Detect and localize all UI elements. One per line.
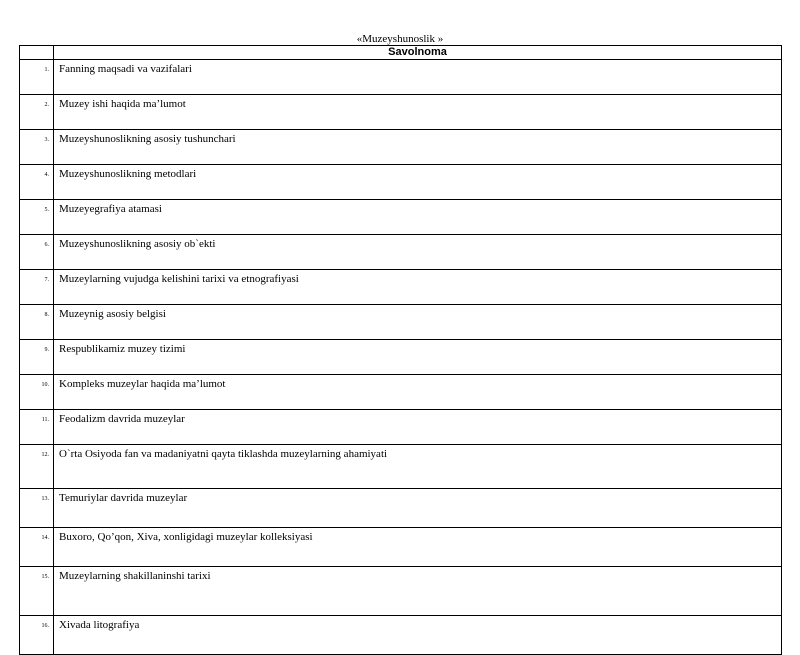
row-number: 1. — [20, 60, 54, 95]
row-number: 6. — [20, 235, 54, 270]
question-text: Muzeyegrafiya atamasi — [54, 200, 782, 235]
table-row — [20, 410, 782, 445]
question-text: Muzeyshunoslikning metodlari — [54, 165, 782, 200]
row-number: 16. — [20, 616, 54, 655]
table-row — [20, 445, 782, 489]
question-text: Xivada litografiya — [54, 616, 782, 655]
row-number: 10. — [20, 375, 54, 410]
table-header: Savolnoma — [54, 46, 782, 60]
question-text: Respublikamiz muzey tizimi — [54, 340, 782, 375]
table-row — [20, 340, 782, 375]
question-text: Muzeyshunoslikning asosiy ob`ekti — [54, 235, 782, 270]
document-title: «Muzeyshunoslik » — [356, 33, 444, 45]
question-text: Fanning maqsadi va vazifalari — [54, 60, 782, 95]
table-header-row — [20, 46, 782, 60]
table-row — [20, 60, 782, 95]
row-number: 11. — [20, 410, 54, 445]
table-row — [20, 489, 782, 528]
question-text: O`rta Osiyoda fan va madaniyatni qayta tiklashda muzeylarning ahamiyati — [54, 445, 782, 489]
question-text: Buxoro, Qo’qon, Xiva, xonligidagi muzeylar kolleksiyasi — [54, 528, 782, 567]
question-text: Muzeynig asosiy belgisi — [54, 305, 782, 340]
row-number: 12. — [20, 445, 54, 489]
row-number: 13. — [20, 489, 54, 528]
table-row — [20, 95, 782, 130]
question-text: Kompleks muzeylar haqida ma’lumot — [54, 375, 782, 410]
row-number: 4. — [20, 165, 54, 200]
table-row — [20, 130, 782, 165]
row-number: 3. — [20, 130, 54, 165]
row-number: 14. — [20, 528, 54, 567]
table-row — [20, 616, 782, 655]
question-text: Muzeylarning vujudga kelishini tarixi va etnografiyasi — [54, 270, 782, 305]
table-row — [20, 270, 782, 305]
table-row — [20, 375, 782, 410]
table-row — [20, 305, 782, 340]
table-row — [20, 567, 782, 616]
question-text: Temuriylar davrida muzeylar — [54, 489, 782, 528]
row-number: 2. — [20, 95, 54, 130]
header-number-cell — [20, 46, 54, 60]
table-row — [20, 200, 782, 235]
row-number: 15. — [20, 567, 54, 616]
row-number: 7. — [20, 270, 54, 305]
table-row — [20, 528, 782, 567]
question-text: Muzeylarning shakillaninshi tarixi — [54, 567, 782, 616]
questionnaire-table — [19, 45, 782, 655]
row-number: 9. — [20, 340, 54, 375]
table-row — [20, 235, 782, 270]
row-number: 8. — [20, 305, 54, 340]
question-text: Muzey ishi haqida ma’lumot — [54, 95, 782, 130]
row-number: 5. — [20, 200, 54, 235]
question-text: Feodalizm davrida muzeylar — [54, 410, 782, 445]
table-row — [20, 165, 782, 200]
question-text: Muzeyshunoslikning asosiy tushunchari — [54, 130, 782, 165]
